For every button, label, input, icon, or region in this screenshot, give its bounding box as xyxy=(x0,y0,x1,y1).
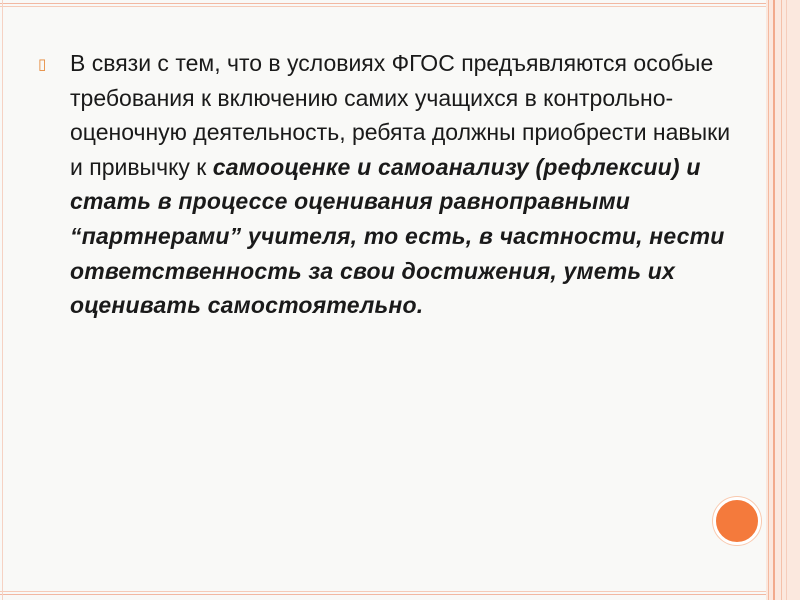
right-decorative-band xyxy=(766,0,800,600)
bullet-text-regular: В связи с тем, что в условиях ФГОС предъявляются особые требования к включению самих учащихся в контрольно-оценочную деятельность, ребята должны приобрести навыки и привычку к xyxy=(70,50,731,180)
bullet-icon: ▯ xyxy=(38,55,47,73)
frame-bottom-line xyxy=(0,594,800,595)
bullet-text-emphasis: самооценке и самоанализу (рефлексии) и стать в процессе оценивания равноправными “партнерами” учителя, то есть, в частности, нести ответственность за свои достижения, уметь их оценивать самостоятельно. xyxy=(70,153,725,319)
orange-circle-decoration xyxy=(713,497,761,545)
bullet-text xyxy=(70,46,738,323)
right-band-line xyxy=(781,0,782,600)
slide-content xyxy=(38,46,738,323)
right-band-line xyxy=(773,0,775,600)
frame-top-inner-line xyxy=(0,6,800,7)
right-band-line xyxy=(786,0,787,600)
frame-top-line xyxy=(0,3,800,4)
frame-bottom-inner-line xyxy=(0,591,800,592)
right-band-line xyxy=(768,0,769,600)
frame-left-line xyxy=(2,0,3,600)
bullet-item xyxy=(38,46,738,323)
